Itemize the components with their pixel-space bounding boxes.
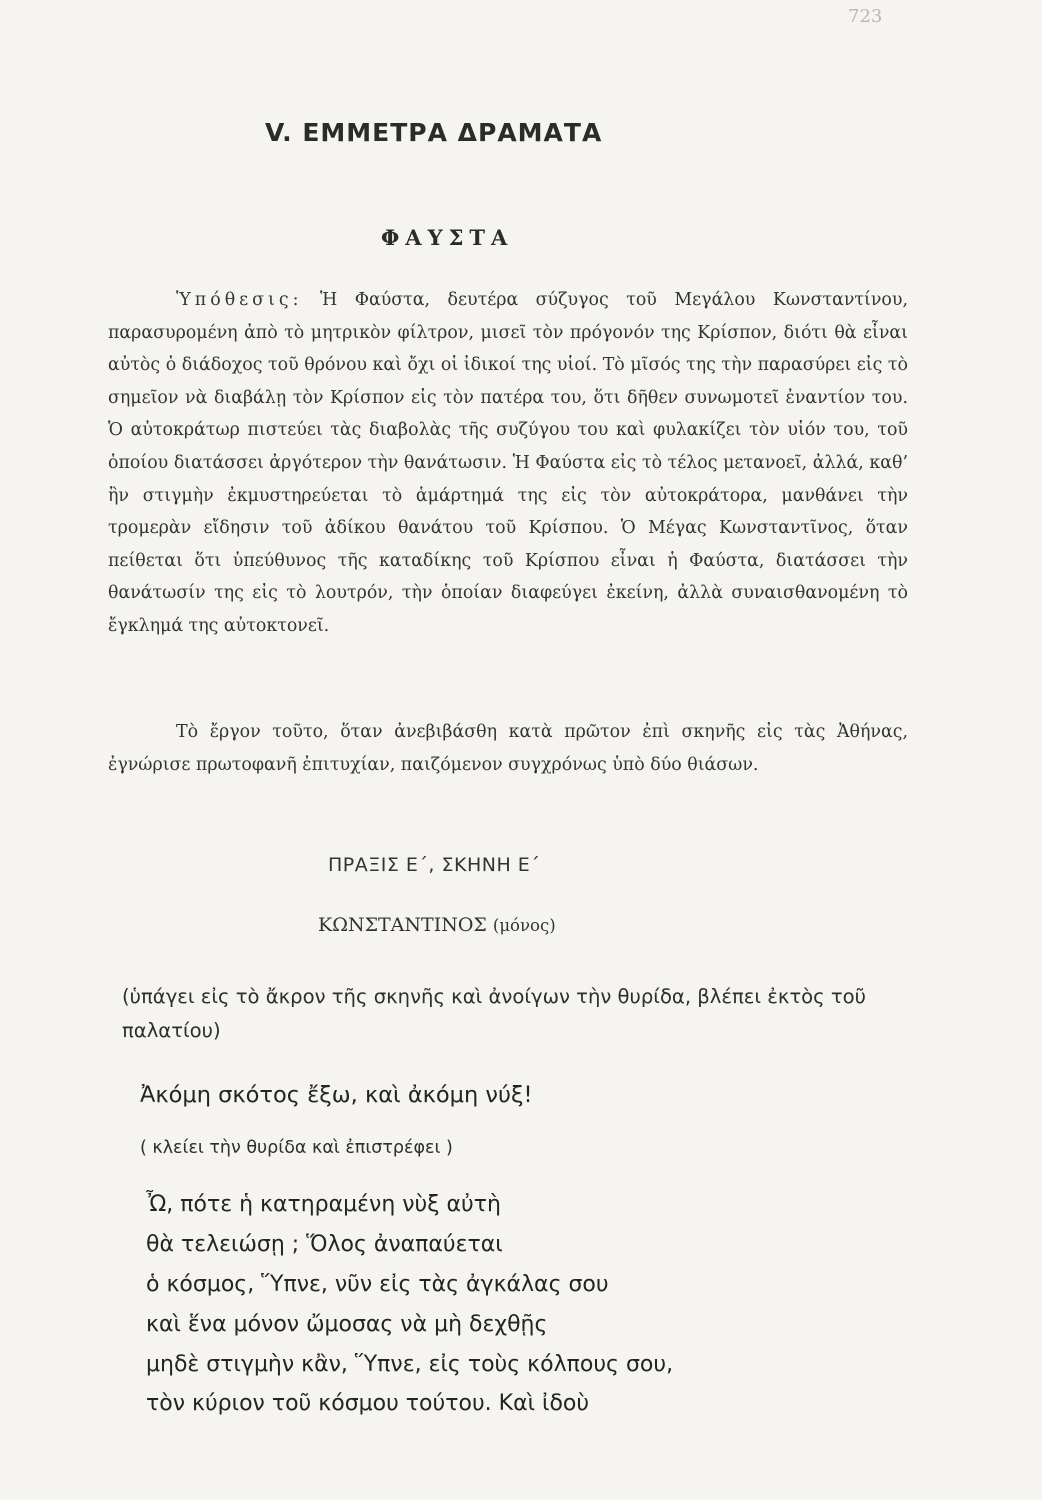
stage-direction: (ὑπάγει εἰς τὸ ἄκρον τῆς σκηνῆς καὶ ἀνοίγων τὴν θυρίδα, βλέπει ἐκτὸς τοῦ παλατίου)	[122, 985, 867, 1042]
verse-line: ὁ κόσμος, Ὕπνε, νῦν εἰς τὰς ἀγκάλας σου	[146, 1272, 609, 1297]
speaker-heading	[318, 914, 556, 936]
synopsis-label: Ὑπόθεσις:	[176, 290, 303, 310]
play-title: ΦΑΥΣΤΑ	[381, 225, 514, 250]
verse-line: μηδὲ στιγμὴν κἂν, Ὕπνε, εἰς τοὺς κόλπους σου,	[146, 1352, 674, 1377]
page-number-fragment: 723	[848, 6, 883, 27]
verse-line: Ὦ, πότε ἡ κατηραμένη νὺξ αὐτὴ	[146, 1192, 501, 1217]
synopsis-text: Ἡ Φαύστα, δευτέρα σύζυγος τοῦ Μεγάλου Κωνσταντίνου, παρασυρομένη ἀπὸ τὸ μητρικὸν φίλτρον, μισεῖ τὸν πρόγονόν της Κρίσπον, διότι θὰ εἶναι αὐτὸς ὁ διάδοχος τοῦ θρόνου καὶ ὄχι οἱ ἰδικοί της υἱοί. Τὸ μῖσός της τὴν παρασύρει εἰς τὸ σημεῖον νὰ διαβάλῃ τὸν Κρίσπον εἰς τὸν πατέρα του, ὅτι δῆθεν συνωμοτεῖ ἐναντίον του. Ὁ αὐτοκράτωρ πιστεύει τὰς διαβολὰς τῆς συζύγου του καὶ φυλακίζει τὸν υἱόν του, τοῦ ὁποίου διατάσσει ἀργότερον τὴν θανάτωσιν. Ἡ Φαύστα εἰς τὸ τέλος μετανοεῖ, ἀλλά, καθ’ ἣν στιγμὴν ἐκμυστηρεύεται τὸ ἁμάρτημά της εἰς τὸν αὐτοκράτορα, μανθάνει τὴν τρομερὰν εἴδησιν τοῦ ἀδίκου θανάτου τοῦ Κρίσπου. Ὁ Μέγας Κωνσταντῖνος, ὅταν πείθεται ὅτι ὑπεύθυνος τῆς καταδίκης τοῦ Κρίσπου εἶναι ἡ Φαύστα, διατάσσει τὴν θανάτωσίν της εἰς τὸ λουτρόν, τὴν ὁποίαν διαφεύγει ἐκείνη, ἀλλὰ συναισθανομένη τὸ ἔγκλημά της αὐτοκτονεῖ.	[108, 290, 908, 636]
synopsis-paragraph	[108, 284, 908, 643]
section-title: V. ΕΜΜΕΤΡΑ ΔΡΑΜΑΤΑ	[265, 118, 603, 147]
premiere-paragraph: Τὸ ἔργον τοῦτο, ὅταν ἀνεβιβάσθη κατὰ πρῶτον ἐπὶ σκηνῆς εἰς τὰς Ἀθήνας, ἐγνώρισε πρωτοφανῆ ἐπιτυχίαν, παιζόμενον συγχρόνως ὑπὸ δύο θιάσων.	[108, 722, 908, 775]
speaker-name: ΚΩΝΣΤΑΝΤΙΝΟΣ	[318, 914, 487, 936]
stage-direction: ( κλείει τὴν θυρίδα καὶ ἐπιστρέφει )	[140, 1138, 453, 1158]
act-scene-heading: ΠΡΑΞΙΣ Ε΄, ΣΚΗΝΗ Ε΄	[328, 854, 541, 876]
verse-line: Ἀκόμη σκότος ἔξω, καὶ ἀκόμη νύξ!	[140, 1082, 533, 1108]
verse-line: τὸν κύριον τοῦ κόσμου τούτου. Καὶ ἰδοὺ	[146, 1391, 590, 1416]
verse-line: καὶ ἕνα μόνον ὤμοσας νὰ μὴ δεχθῇς	[146, 1312, 548, 1337]
speaker-note: (μόνος)	[492, 916, 556, 935]
verse-block	[146, 1192, 846, 1432]
verse-line: θὰ τελειώσῃ ; Ὅλος ἀναπαύεται	[146, 1232, 503, 1257]
